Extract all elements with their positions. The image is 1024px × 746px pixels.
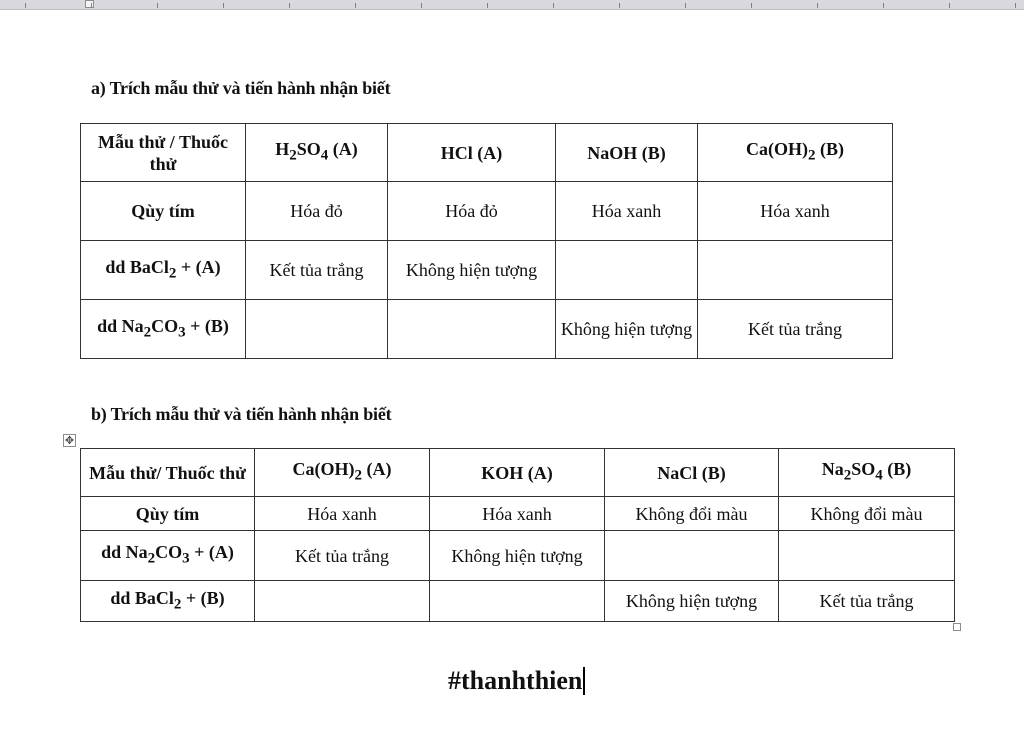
ruler-tick xyxy=(949,3,950,8)
ruler-tick xyxy=(619,3,620,8)
table-cell: Không đổi màu xyxy=(605,497,779,531)
row-label: Qùy tím xyxy=(81,497,255,531)
table-b xyxy=(80,448,955,622)
table-cell xyxy=(779,531,955,581)
table-a xyxy=(80,123,893,359)
table-row xyxy=(81,300,893,359)
table-cell: Hóa xanh xyxy=(556,182,698,241)
ruler-tick xyxy=(817,3,818,8)
signature[interactable] xyxy=(448,666,585,696)
table-cell xyxy=(556,241,698,300)
row-label: dd $Na_2CO_3 + (B)$ xyxy=(81,300,246,359)
ruler-tick xyxy=(883,3,884,8)
ruler-tick xyxy=(685,3,686,8)
table-cell xyxy=(246,300,388,359)
table-row xyxy=(81,497,955,531)
table-cell: Không hiện tượng xyxy=(388,241,556,300)
ruler-tick xyxy=(25,3,26,8)
ruler-tick xyxy=(1015,3,1016,8)
table-row xyxy=(81,241,893,300)
table-a-header-hcl: HCl (A) xyxy=(388,124,556,182)
ruler-tick xyxy=(751,3,752,8)
table-row xyxy=(81,182,893,241)
ruler-tick xyxy=(157,3,158,8)
table-cell: Không hiện tượng xyxy=(556,300,698,359)
section-b-heading: b) Trích mẫu thử và tiến hành nhận biết xyxy=(91,404,392,424)
resize-icon[interactable] xyxy=(953,623,961,631)
table-cell: Hóa xanh xyxy=(430,497,605,531)
table-cell: Kết tủa trắng xyxy=(246,241,388,300)
ruler-tick xyxy=(553,3,554,8)
ruler-tick xyxy=(223,3,224,8)
table-cell xyxy=(255,581,430,622)
table-b-header-na2so4: $Na_2SO_4$ (B) xyxy=(779,449,955,497)
ruler-tick xyxy=(91,3,92,8)
table-cell: Hóa đỏ xyxy=(388,182,556,241)
table-cell: Hóa đỏ xyxy=(246,182,388,241)
row-label: dd BaCl$_2$ + (B) xyxy=(81,581,255,622)
table-row xyxy=(81,581,955,622)
table-cell: Hóa xanh xyxy=(698,182,893,241)
table-cell: Không hiện tượng xyxy=(430,531,605,581)
table-cell: Không đổi màu xyxy=(779,497,955,531)
table-cell: Kết tủa trắng xyxy=(779,581,955,622)
table-row xyxy=(81,449,955,497)
ruler-tick xyxy=(421,3,422,8)
table-cell xyxy=(388,300,556,359)
table-cell: Kết tủa trắng xyxy=(255,531,430,581)
table-cell: Hóa xanh xyxy=(255,497,430,531)
row-label: dd $Na_2CO_3 + (A)$ xyxy=(81,531,255,581)
text-caret xyxy=(583,667,585,695)
table-b-header-caoh2: $Ca(OH)_2$ (A) xyxy=(255,449,430,497)
move-icon[interactable]: ✥ xyxy=(64,434,75,447)
row-label: dd BaCl$_2$ + (A) xyxy=(81,241,246,300)
table-cell: Kết tủa trắng xyxy=(698,300,893,359)
section-a-heading: a) Trích mẫu thử và tiến hành nhận biết xyxy=(91,78,391,98)
table-row xyxy=(81,124,893,182)
ruler xyxy=(0,0,1024,10)
ruler-tick xyxy=(355,3,356,8)
ruler-tick xyxy=(289,3,290,8)
table-cell xyxy=(605,531,779,581)
table-cell xyxy=(698,241,893,300)
table-cell xyxy=(430,581,605,622)
table-row xyxy=(81,531,955,581)
table-b-header-nacl: NaCl (B) xyxy=(605,449,779,497)
table-a-header-h2so4: $H_2SO_4$ (A) xyxy=(246,124,388,182)
table-b-header-koh: KOH (A) xyxy=(430,449,605,497)
table-b-header-corner: Mẫu thử/ Thuốc thử xyxy=(81,449,255,497)
table-a-header-naoh: NaOH (B) xyxy=(556,124,698,182)
table-a-header-caoh2: $Ca(OH)_2$ (B) xyxy=(698,124,893,182)
table-cell: Không hiện tượng xyxy=(605,581,779,622)
table-a-header-corner: Mẫu thử / Thuốc thử xyxy=(81,124,246,182)
ruler-tick xyxy=(487,3,488,8)
ruler-indent-marker[interactable] xyxy=(85,0,94,8)
row-label: Qùy tím xyxy=(81,182,246,241)
signature-text: #thanhthien xyxy=(448,666,583,695)
